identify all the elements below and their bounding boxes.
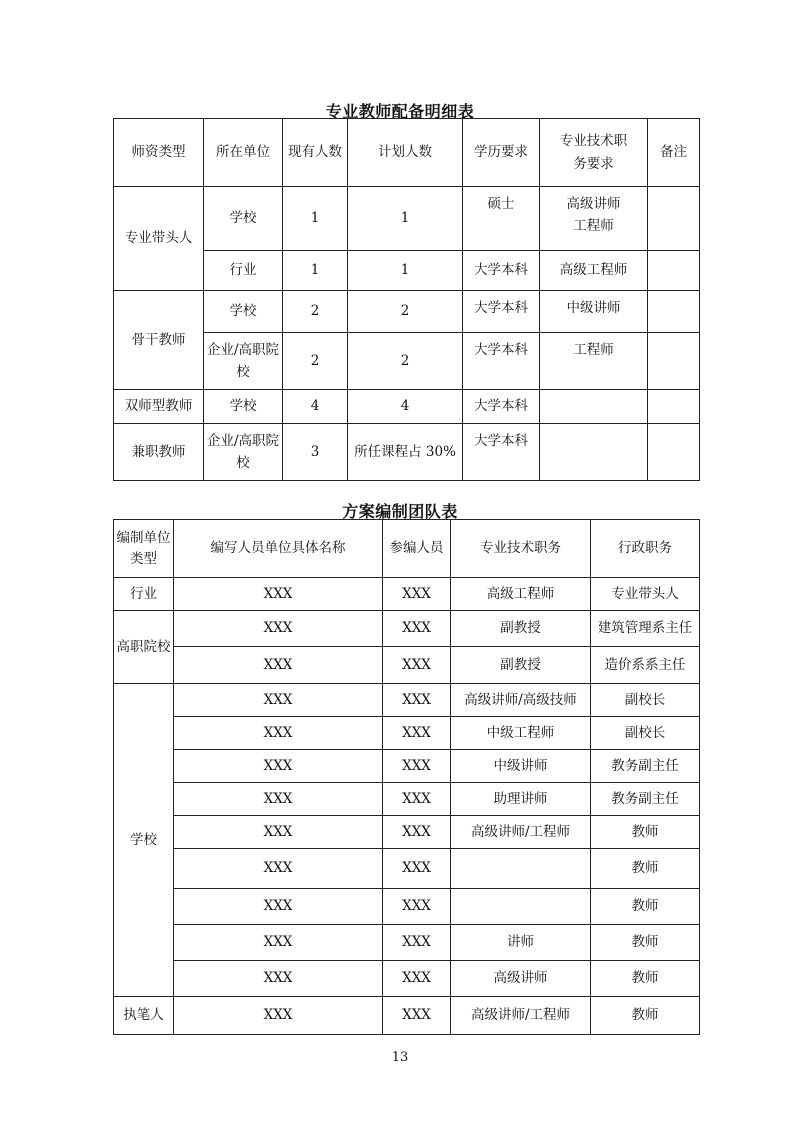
member-cell: XXX (383, 889, 451, 925)
member-cell: XXX (383, 961, 451, 997)
admin-title-cell: 建筑管理系主任 (591, 611, 700, 647)
member-cell: XXX (383, 997, 451, 1035)
prof-title-cell: 讲师 (451, 925, 591, 961)
member-cell: XXX (383, 717, 451, 750)
prof-title-cell: 高级工程师 (451, 578, 591, 611)
unit-cell: 学校 (204, 291, 283, 333)
note-cell (648, 291, 700, 333)
admin-title-cell: 专业带头人 (591, 578, 700, 611)
admin-title-cell: 造价系系主任 (591, 647, 700, 684)
note-cell (648, 251, 700, 291)
prof-title-cell: 副教授 (451, 611, 591, 647)
current-count-cell: 4 (283, 390, 348, 424)
table-row (114, 578, 700, 611)
title-requirement-cell: 工程师 (540, 333, 648, 390)
teacher-staffing-table (113, 118, 700, 481)
prof-title-cell: 高级讲师/高级技师 (451, 684, 591, 717)
unit-type-cell: 行业 (114, 578, 174, 611)
plan-count-cell: 1 (348, 251, 463, 291)
member-cell: XXX (383, 578, 451, 611)
degree-cell: 硕士 (463, 187, 540, 251)
admin-title-cell: 教师 (591, 925, 700, 961)
header-member: 参编人员 (383, 520, 451, 578)
member-cell: XXX (383, 816, 451, 849)
header-title-requirement (540, 119, 648, 187)
org-cell: XXX (174, 889, 383, 925)
prof-title-cell: 中级工程师 (451, 717, 591, 750)
degree-cell: 大学本科 (463, 390, 540, 424)
org-cell: XXX (174, 647, 383, 684)
member-cell: XXX (383, 611, 451, 647)
member-cell: XXX (383, 925, 451, 961)
prof-title-cell: 高级讲师/工程师 (451, 997, 591, 1035)
table-header-row (114, 119, 700, 187)
title-requirement-cell (540, 390, 648, 424)
unit-type-cell: 执笔人 (114, 997, 174, 1035)
header-title-line2: 务要求 (573, 155, 614, 172)
header-prof-title: 专业技术职务 (451, 520, 591, 578)
header-unit-type: 编制单位类型 (114, 520, 174, 578)
note-cell (648, 424, 700, 481)
title-line1: 高级讲师 (566, 196, 621, 212)
member-cell: XXX (383, 783, 451, 816)
member-cell: XXX (383, 750, 451, 783)
table-row (114, 783, 700, 816)
plan-count-cell: 1 (348, 187, 463, 251)
degree-cell: 大学本科 (463, 424, 540, 481)
org-cell: XXX (174, 684, 383, 717)
admin-title-cell: 副校长 (591, 684, 700, 717)
prof-title-cell: 高级讲师/工程师 (451, 816, 591, 849)
unit-cell: 行业 (204, 251, 283, 291)
org-cell: XXX (174, 750, 383, 783)
member-cell: XXX (383, 647, 451, 684)
admin-title-cell: 教师 (591, 816, 700, 849)
note-cell (648, 333, 700, 390)
unit-type-cell: 学校 (114, 684, 174, 997)
table-row (114, 611, 700, 647)
teacher-type-cell: 专业带头人 (114, 187, 204, 291)
table1-title: 专业教师配备明细表 (325, 102, 475, 121)
unit-cell: 企业/高职院校 (204, 424, 283, 481)
title-line2: 工程师 (573, 218, 614, 235)
admin-title-cell: 教师 (591, 997, 700, 1035)
table2-title: 方案编制团队表 (342, 502, 458, 521)
admin-title-cell: 副校长 (591, 717, 700, 750)
table-row (114, 187, 700, 251)
prof-title-cell: 副教授 (451, 647, 591, 684)
prof-title-cell: 助理讲师 (451, 783, 591, 816)
header-plan-count: 计划人数 (348, 119, 463, 187)
writing-team-table (113, 519, 700, 1035)
member-cell: XXX (383, 849, 451, 889)
org-cell: XXX (174, 783, 383, 816)
current-count-cell: 3 (283, 424, 348, 481)
table-row (114, 647, 700, 684)
org-cell: XXX (174, 816, 383, 849)
plan-count-cell: 2 (348, 333, 463, 390)
table-row (114, 816, 700, 849)
table-row (114, 961, 700, 997)
table-row (114, 717, 700, 750)
note-cell (648, 187, 700, 251)
unit-cell: 学校 (204, 390, 283, 424)
table-row (114, 889, 700, 925)
org-cell: XXX (174, 611, 383, 647)
org-cell: XXX (174, 849, 383, 889)
table-row (114, 684, 700, 717)
table-row (114, 750, 700, 783)
header-teacher-type: 师资类型 (114, 119, 204, 187)
note-cell (648, 390, 700, 424)
admin-title-cell: 教师 (591, 849, 700, 889)
title-requirement-cell (540, 424, 648, 481)
org-cell: XXX (174, 997, 383, 1035)
org-cell: XXX (174, 578, 383, 611)
table-header-row (114, 520, 700, 578)
current-count-cell: 1 (283, 187, 348, 251)
org-cell: XXX (174, 717, 383, 750)
page-number: 13 (391, 1050, 409, 1065)
teacher-type-cell: 双师型教师 (114, 390, 204, 424)
admin-title-cell: 教师 (591, 889, 700, 925)
plan-count-cell: 所任课程占 30% (348, 424, 463, 481)
header-current-count: 现有人数 (283, 119, 348, 187)
degree-cell: 大学本科 (463, 333, 540, 390)
table-row (114, 424, 700, 481)
header-title-line1: 专业技术职 (559, 133, 628, 150)
admin-title-cell: 教师 (591, 961, 700, 997)
teacher-type-cell: 兼职教师 (114, 424, 204, 481)
table-row (114, 291, 700, 333)
unit-cell: 企业/高职院校 (204, 333, 283, 390)
table-row (114, 997, 700, 1035)
prof-title-cell (451, 849, 591, 889)
unit-cell: 学校 (204, 187, 283, 251)
current-count-cell: 2 (283, 291, 348, 333)
table-row (114, 925, 700, 961)
prof-title-cell: 中级讲师 (451, 750, 591, 783)
header-org-name: 编写人员单位具体名称 (174, 520, 383, 578)
title-requirement-cell: 高级工程师 (540, 251, 648, 291)
degree-cell: 大学本科 (463, 251, 540, 291)
unit-type-cell: 高职院校 (114, 611, 174, 684)
prof-title-cell (451, 889, 591, 925)
title-requirement-cell: 中级讲师 (540, 291, 648, 333)
member-cell: XXX (383, 684, 451, 717)
admin-title-cell: 教务副主任 (591, 783, 700, 816)
header-note: 备注 (648, 119, 700, 187)
current-count-cell: 1 (283, 251, 348, 291)
teacher-type-cell: 骨干教师 (114, 291, 204, 390)
degree-cell: 大学本科 (463, 291, 540, 333)
org-cell: XXX (174, 925, 383, 961)
current-count-cell: 2 (283, 333, 348, 390)
title-requirement-cell (540, 187, 648, 251)
plan-count-cell: 2 (348, 291, 463, 333)
plan-count-cell: 4 (348, 390, 463, 424)
org-cell: XXX (174, 961, 383, 997)
prof-title-cell: 高级讲师 (451, 961, 591, 997)
table-row (114, 390, 700, 424)
admin-title-cell: 教务副主任 (591, 750, 700, 783)
header-unit: 所在单位 (204, 119, 283, 187)
header-admin-title: 行政职务 (591, 520, 700, 578)
header-degree: 学历要求 (463, 119, 540, 187)
table-row (114, 849, 700, 889)
